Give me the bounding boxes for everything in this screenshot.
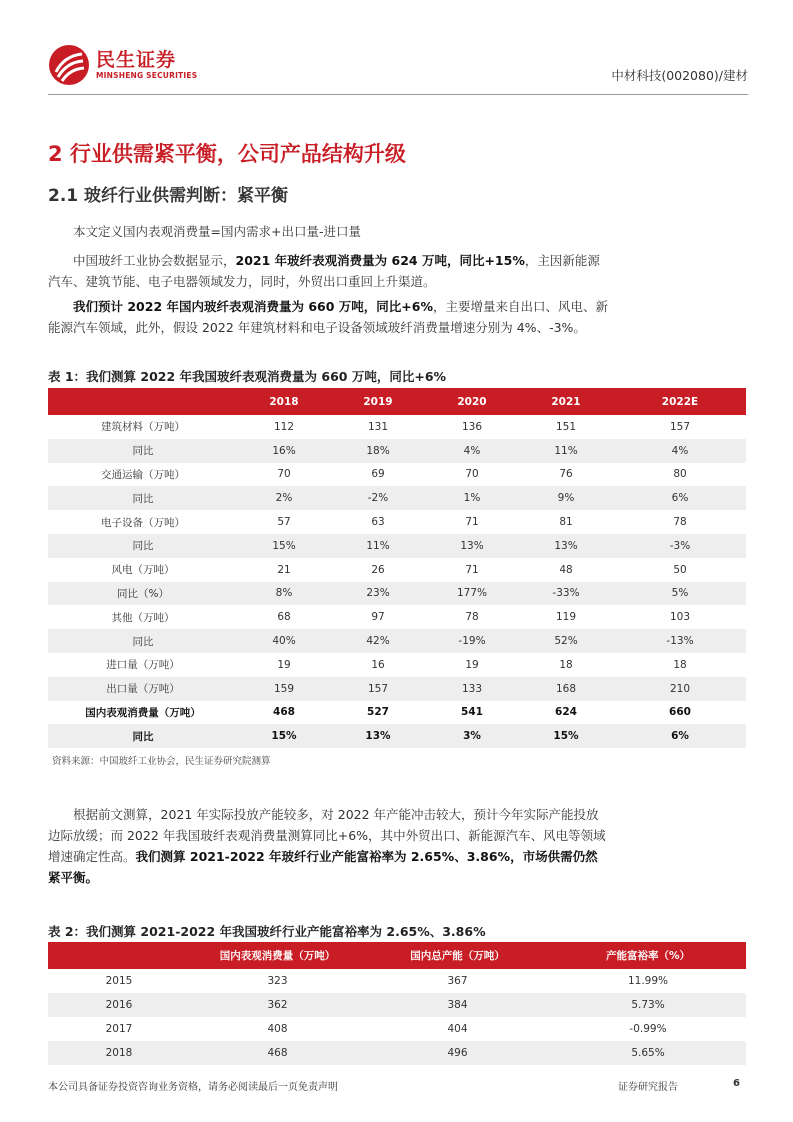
row-label-cell: 电子设备（万吨） [101, 516, 185, 529]
table-cell: 408 [267, 1023, 288, 1035]
table-cell: 76 [559, 468, 573, 481]
table-cell: -0.99% [629, 1023, 667, 1035]
table-cell: 362 [190, 993, 365, 1017]
table-cell: 210 [614, 677, 746, 701]
table-cell: 159 [238, 677, 330, 701]
table-cell: -13% [614, 629, 746, 653]
table-cell: 6% [614, 724, 746, 748]
table-cell: 136 [461, 420, 483, 433]
table-row [48, 993, 746, 1017]
table-cell: 541 [461, 706, 483, 719]
table-row [48, 724, 746, 748]
table2-caption: 表 2：我们测算 2021-2022 年我国玻纤行业产能富裕率为 2.65%、3.86% [48, 924, 486, 939]
table-row [48, 701, 746, 725]
table-cell: 97 [371, 611, 385, 624]
paragraph-text: 中国玻纤工业协会数据显示， [73, 253, 236, 268]
table-cell: 70 [465, 468, 479, 481]
table-cell: 3% [426, 724, 518, 748]
table-cell: 1% [426, 486, 518, 510]
table-cell: -19% [426, 629, 518, 653]
table-cell: 18 [559, 658, 573, 671]
table-cell: 624 [555, 706, 577, 719]
paragraph-text: ，主要增量来自出口、风电、新能源汽车领域，此外，假设 2022 年建筑材料和电子设备领域玻纤消费量增速分别为 4%、-3%。 [48, 299, 609, 335]
table-cell: 13% [426, 534, 518, 558]
table-cell: 40% [238, 629, 330, 653]
paragraph-capacity [48, 804, 608, 888]
paragraph-2021-consumption [48, 250, 608, 292]
row-label-cell: 同比（%） [48, 582, 238, 606]
row-label-cell: 建筑材料（万吨） [101, 421, 185, 434]
table-cell: 13% [330, 724, 426, 748]
table-cell: 18% [330, 439, 426, 463]
table-cell: 71 [465, 516, 479, 529]
column-header [48, 942, 190, 969]
column-header: 2021 [518, 388, 614, 415]
table-row [48, 582, 746, 606]
table-cell: 16 [371, 658, 385, 671]
paragraph-definition [48, 221, 608, 242]
table-cell: 5.73% [550, 993, 746, 1017]
table-cell: 11% [518, 439, 614, 463]
table1-source: 资料来源：中国玻纤工业协会，民生证券研究院测算 [52, 756, 271, 767]
consumption-table [48, 388, 746, 748]
row-label-cell: 进口量（万吨） [106, 659, 180, 672]
row-label-cell: 同比 [48, 486, 238, 510]
table-cell: 384 [365, 993, 550, 1017]
table-cell: 119 [555, 611, 577, 624]
row-label-cell: 同比 [48, 439, 238, 463]
table-cell: 131 [367, 420, 389, 433]
row-label-cell: 风电（万吨） [111, 564, 175, 577]
table-cell: 112 [273, 420, 295, 433]
logo-english-text: MINSHENG SECURITIES [96, 71, 198, 80]
table-row [48, 969, 746, 993]
table-cell: 15% [518, 724, 614, 748]
page-number: 6 [733, 1078, 740, 1089]
column-header: 2018 [238, 388, 330, 415]
table-cell: 177% [426, 582, 518, 606]
row-label-cell: 出口量（万吨） [48, 677, 238, 701]
footer-disclaimer: 本公司具备证券投资咨询业务资格，请务必阅读最后一页免责声明 [48, 1082, 338, 1093]
table-cell: 48 [559, 563, 573, 576]
table-row [48, 558, 746, 582]
column-header: 产能富裕率（%） [550, 942, 746, 969]
table-cell: 15% [238, 724, 330, 748]
table-cell: 63 [371, 516, 385, 529]
table1-caption: 表 1：我们测算 2022 年我国玻纤表观消费量为 660 万吨，同比+6% [48, 369, 447, 384]
paragraph-2022-forecast [48, 296, 608, 338]
company-logo [48, 44, 197, 86]
paragraph-text: 根据前文测算，2021 年实际投放产能较多，对 2022 年产能冲击较大，预计今年实际产能投放边际放缓；而 2022 年我国玻纤表观消费量测算同比+6%，其中外贸出口、新能源汽车、风电等领域增速确定性高。 [48, 807, 606, 864]
row-label-cell: 国内表观消费量（万吨） [85, 706, 201, 719]
row-label-cell: 2016 [48, 993, 190, 1017]
table-row [48, 1041, 746, 1065]
table-cell: 168 [518, 677, 614, 701]
table-cell: 23% [330, 582, 426, 606]
table-cell: 26 [371, 563, 385, 576]
table-cell: 133 [426, 677, 518, 701]
table-row [48, 510, 746, 534]
table-cell: 4% [426, 439, 518, 463]
table-cell: 78 [673, 516, 687, 529]
paragraph-bold-text: 2021 年玻纤表观消费量为 624 万吨，同比+15% [235, 253, 525, 268]
table-cell: 323 [267, 975, 288, 987]
row-label-cell: 同比 [48, 724, 238, 748]
table-cell: 19 [465, 658, 479, 671]
table-cell: 468 [190, 1041, 365, 1065]
table-cell: 70 [277, 468, 291, 481]
column-header: 国内总产能（万吨） [365, 942, 550, 969]
table-cell: 13% [518, 534, 614, 558]
table-row [48, 486, 746, 510]
row-label-cell: 其他（万吨） [111, 611, 175, 624]
table-cell: 6% [614, 486, 746, 510]
table-row [48, 677, 746, 701]
table-cell: 69 [371, 468, 385, 481]
table-cell: 11.99% [627, 975, 669, 987]
table-cell: 157 [330, 677, 426, 701]
capacity-surplus-table [48, 942, 746, 1065]
column-header: 2022E [614, 388, 746, 415]
table-cell: 103 [669, 611, 691, 624]
row-label-cell: 交通运输（万吨） [101, 468, 185, 481]
table-cell: 157 [669, 420, 691, 433]
table-cell: 11% [330, 534, 426, 558]
table-header-row [48, 388, 746, 415]
paragraph-bold-text: 我们测算 2021-2022 年玻纤行业产能富裕率为 2.65%、3.86%，市场供需仍然紧平衡。 [48, 849, 598, 885]
table-cell: 15% [238, 534, 330, 558]
table-cell: 9% [518, 486, 614, 510]
table-cell: 2% [238, 486, 330, 510]
table-row [48, 534, 746, 558]
row-label-cell: 同比 [48, 629, 238, 653]
table-row [48, 653, 746, 677]
column-header: 2019 [330, 388, 426, 415]
table-header-row [48, 942, 746, 969]
table-cell: 71 [465, 563, 479, 576]
table-row [48, 629, 746, 653]
table-cell: -33% [518, 582, 614, 606]
table-cell: 16% [238, 439, 330, 463]
table-row [48, 439, 746, 463]
table-row [48, 1017, 746, 1041]
section-heading: 2 行业供需紧平衡，公司产品结构升级 [48, 142, 406, 166]
paragraph-bold-text: 我们预计 2022 年国内玻纤表观消费量为 660 万吨，同比+6% [73, 299, 433, 314]
table-cell: 80 [673, 468, 687, 481]
footer-report-type: 证券研究报告 [618, 1082, 678, 1093]
table-cell: -3% [614, 534, 746, 558]
table-cell: 78 [465, 611, 479, 624]
table-cell: 5% [614, 582, 746, 606]
table-cell: 404 [447, 1023, 468, 1035]
table-cell: 8% [238, 582, 330, 606]
table-cell: 57 [277, 516, 291, 529]
table-row [48, 415, 746, 439]
table-cell: 527 [367, 706, 389, 719]
table-cell: 5.65% [550, 1041, 746, 1065]
page-header [48, 44, 748, 94]
minsheng-logo-icon [48, 44, 90, 86]
table-cell: 660 [669, 706, 691, 719]
logo-chinese-text: 民生证券 [96, 49, 177, 71]
paragraph-text: ，主因新能源汽车、建筑节能、电子电器领域发力，同时，外贸出口重回上升渠道。 [48, 253, 600, 289]
table-cell: 496 [365, 1041, 550, 1065]
table-cell: -2% [330, 486, 426, 510]
company-ticker: 中材科技(002080)/建材 [611, 68, 748, 83]
table-cell: 4% [614, 439, 746, 463]
table-cell: 42% [330, 629, 426, 653]
header-divider [48, 94, 748, 95]
row-label-cell: 2015 [105, 975, 133, 987]
row-label-cell: 同比 [48, 534, 238, 558]
subsection-heading: 2.1 玻纤行业供需判断：紧平衡 [48, 186, 289, 206]
column-header: 2020 [426, 388, 518, 415]
row-label-cell: 2017 [105, 1023, 133, 1035]
table-cell: 18 [673, 658, 687, 671]
table-row [48, 463, 746, 487]
column-header: 国内表观消费量（万吨） [190, 942, 365, 969]
table-cell: 50 [673, 563, 687, 576]
paragraph-text: 本文定义国内表观消费量=国内需求+出口量-进口量 [73, 224, 361, 239]
table-cell: 367 [447, 975, 468, 987]
table-cell: 19 [277, 658, 291, 671]
table-cell: 468 [273, 706, 295, 719]
column-header [48, 388, 238, 415]
table-row [48, 605, 746, 629]
table-cell: 52% [518, 629, 614, 653]
table-cell: 21 [277, 563, 291, 576]
table-cell: 151 [555, 420, 577, 433]
table-cell: 81 [559, 516, 573, 529]
table-cell: 68 [277, 611, 291, 624]
row-label-cell: 2018 [48, 1041, 190, 1065]
